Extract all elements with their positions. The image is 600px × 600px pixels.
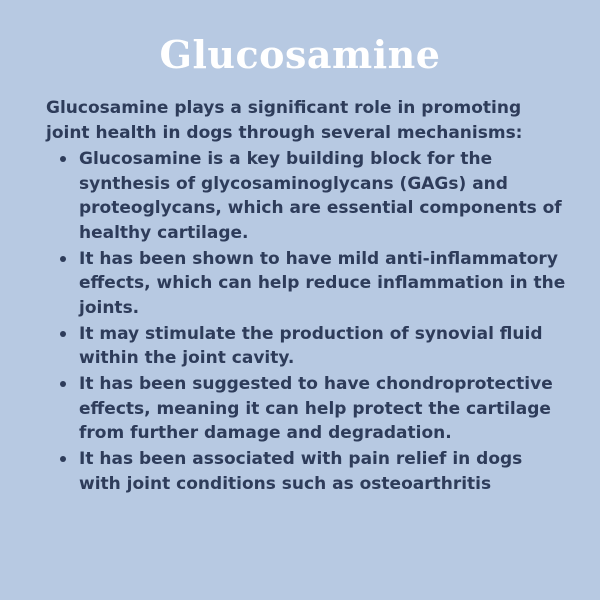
list-item-text: It has been associated with pain relief in dogs with joint conditions such as osteoarthritis bbox=[79, 449, 523, 494]
list-item bbox=[46, 372, 566, 446]
list-item bbox=[46, 247, 566, 321]
list-item-text: It may stimulate the production of synovial fluid within the joint cavity. bbox=[79, 323, 543, 368]
list-item-text: It has been shown to have mild anti-inflammatory effects, which can help reduce inflammation in the joints. bbox=[79, 248, 566, 318]
bullet-dot-icon bbox=[60, 331, 66, 337]
list-item-text: Glucosamine is a key building block for the synthesis of glycosaminoglycans (GAGs) and proteoglycans, which are essential components of healthy cartilage. bbox=[79, 149, 562, 243]
list-item-text: It has been suggested to have chondroprotective effects, meaning it can help protect the cartilage from further damage and degradation. bbox=[79, 374, 553, 443]
mechanism-list bbox=[46, 147, 566, 498]
bullet-dot-icon bbox=[60, 381, 66, 387]
page-title: Glucosamine bbox=[159, 32, 441, 77]
list-item bbox=[46, 322, 566, 371]
list-item bbox=[46, 447, 566, 496]
bullet-dot-icon bbox=[60, 456, 66, 462]
intro-paragraph: Glucosamine plays a significant role in promoting joint health in dogs through several mechanisms: bbox=[46, 98, 523, 143]
bullet-dot-icon bbox=[60, 156, 66, 162]
list-item bbox=[46, 147, 566, 245]
bullet-dot-icon bbox=[60, 256, 66, 262]
